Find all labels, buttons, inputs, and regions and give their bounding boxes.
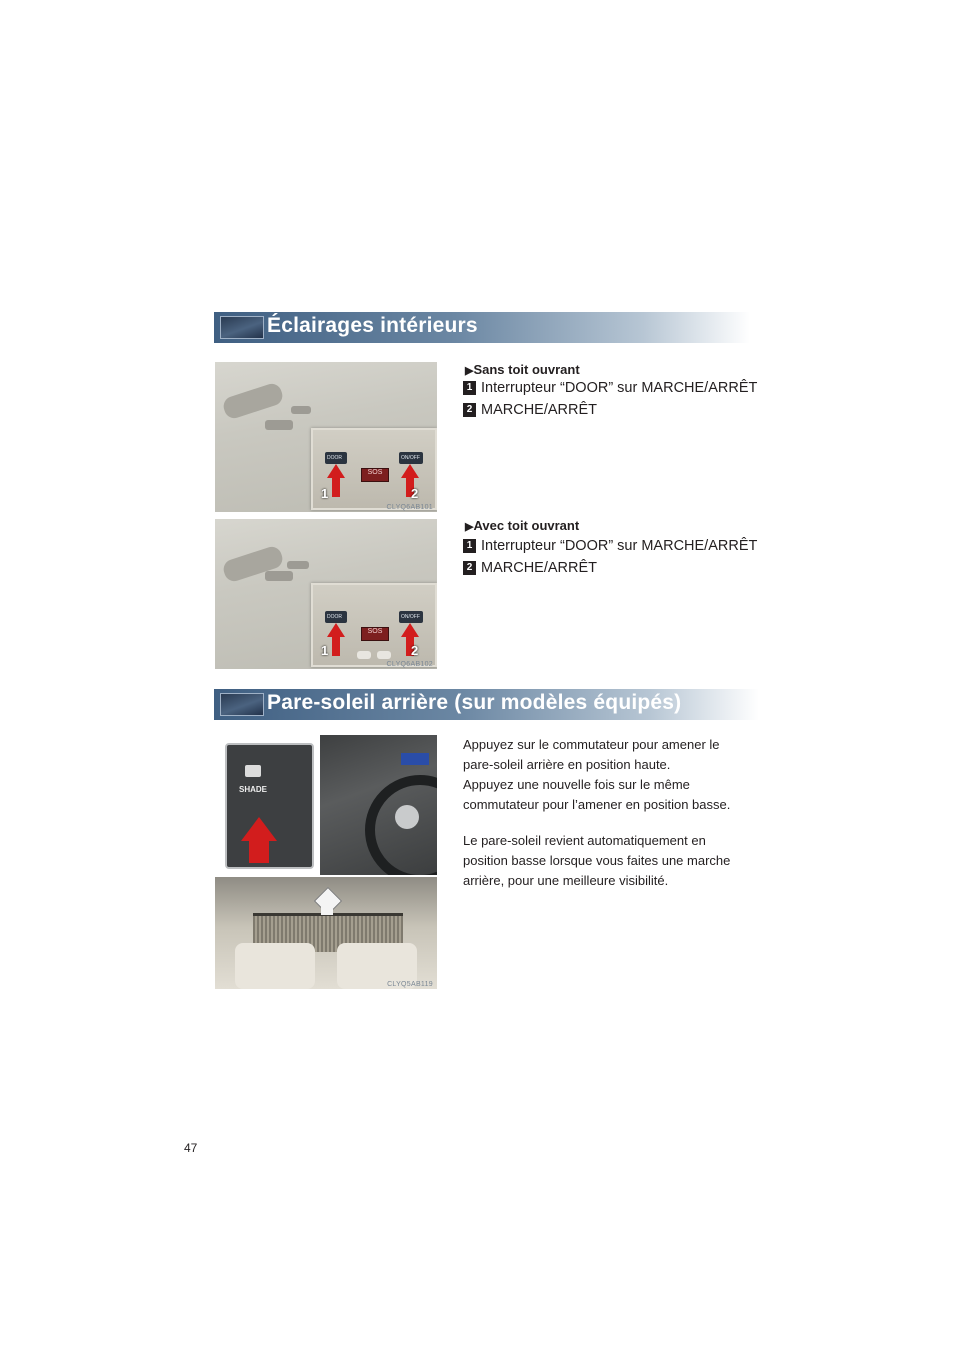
shade-switch — [225, 743, 314, 869]
number-badge: 2 — [463, 403, 476, 417]
callout-2: 2 — [411, 486, 419, 501]
section-header-interior-lights — [214, 312, 750, 343]
paragraph-shade-operation: Appuyez sur le commutateur pour amener le pare-soleil arrière en position haute. Appuyez une nouvelle fois sur le même commutateur pour l’amener en position basse. — [463, 737, 731, 812]
photo-shade-switch — [215, 735, 437, 875]
photo-rear-sunshade — [215, 877, 437, 989]
callout-1: 1 — [321, 643, 329, 658]
list-item: 1 Interrupteur “DOOR” sur MARCHE/ARRÊT — [463, 538, 757, 554]
number-badge: 1 — [463, 539, 476, 553]
image-code: CLYQ5AB119 — [387, 981, 433, 988]
photo-without-sunroof — [215, 362, 437, 512]
number-badge: 2 — [463, 561, 476, 575]
number-badge: 1 — [463, 381, 476, 395]
switch-label: SHADE — [239, 785, 268, 794]
image-code: CLYQ6AB101 — [386, 504, 433, 511]
section-header-rear-sunshade — [214, 689, 759, 720]
list-item: 1 Interrupteur “DOOR” sur MARCHE/ARRÊT — [463, 380, 757, 396]
section-title: Éclairages intérieurs — [267, 314, 478, 337]
photo-with-sunroof — [215, 519, 437, 669]
overhead-panel-inset: DOOR ON/OFF SOS 1 2 — [311, 428, 437, 510]
callout-1: 1 — [321, 486, 329, 501]
list-item: 2 MARCHE/ARRÊT — [463, 402, 597, 418]
paragraph-shade-automatic: Le pare-soleil revient automatiquement en position basse lorsque vous faites une marche arrière, pour une meilleure visibilité. — [463, 833, 731, 888]
image-code: CLYQ6AB102 — [386, 661, 433, 668]
header-thumbnail — [220, 316, 264, 339]
list-item: 2 MARCHE/ARRÊT — [463, 560, 597, 576]
section-title: Pare-soleil arrière (sur modèles équipés) — [267, 691, 682, 714]
header-thumbnail — [220, 693, 264, 716]
callout-2: 2 — [411, 643, 419, 658]
page-number: 47 — [184, 1141, 198, 1155]
overhead-panel-inset: DOOR ON/OFF SOS 1 2 — [311, 583, 437, 667]
subheading-without-sunroof: ▶Sans toit ouvrant — [465, 362, 580, 377]
subheading-with-sunroof: ▶Avec toit ouvrant — [465, 518, 580, 533]
